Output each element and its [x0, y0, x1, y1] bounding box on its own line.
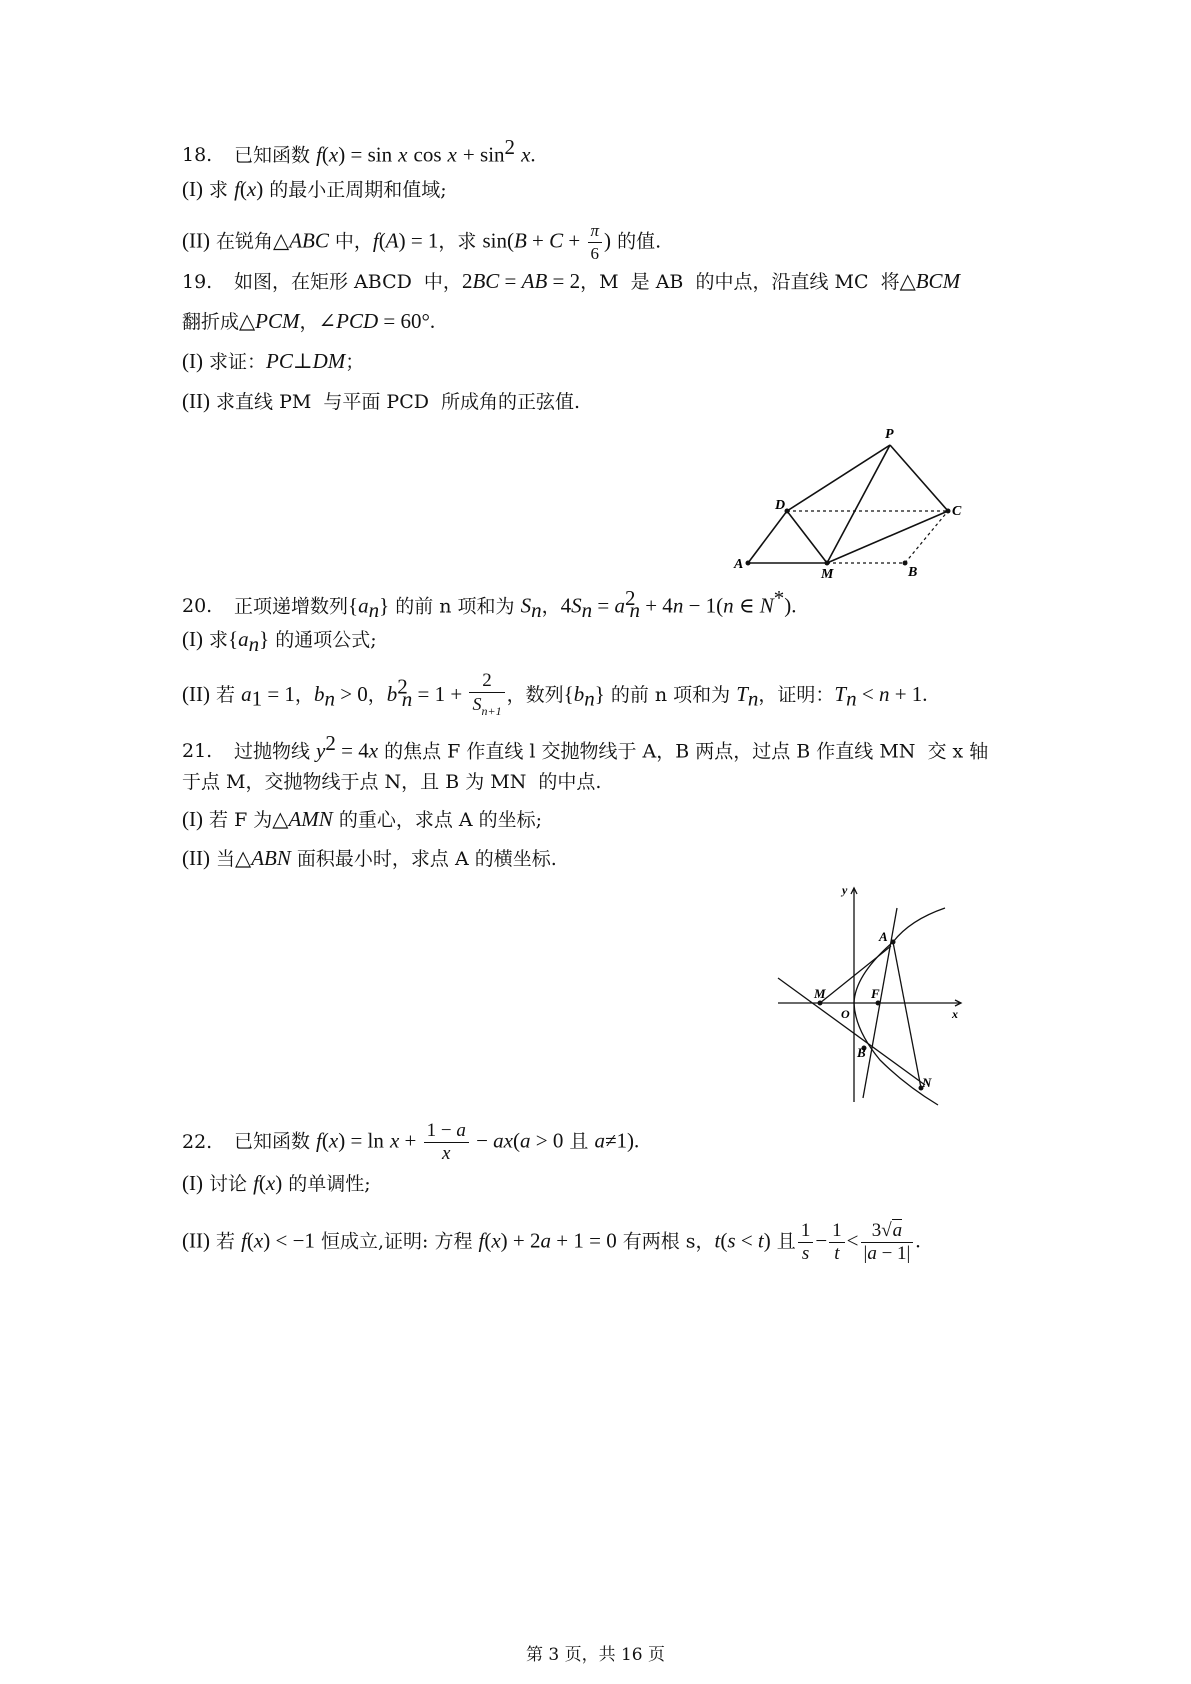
q20-part2: (II) 若 $a_1 = 1$，$b_n > 0$，$b^2_n = 1$ + $\frac{2}{S_{n+1}}$ ，数列$\{b_n\}$ 的前 n 项和为 $T_n$，证明：$T_n < n + 1$.	[182, 670, 928, 718]
q19-label-b: B	[908, 565, 918, 580]
q20-part1: (I) 求$\{a_n\}$ 的通项公式;	[182, 627, 377, 656]
q22-part2: (II) 若 f(x) < −1 恒成立,证明: 方程 f(x) + 2a + 1 = 0 有两根 s，t(s < t) 且 $\frac{1}{s}$ − $\frac{1}{t}$ < $\frac{3√a}{|a - 1|}$ .	[182, 1220, 921, 1264]
q21-label-m: M	[814, 986, 826, 1001]
q19-figure	[730, 425, 980, 580]
q21-label-b: B	[857, 1045, 866, 1060]
q19-label-d: D	[775, 498, 786, 513]
q19-label-a: A	[734, 557, 744, 572]
q22-number: 22.	[182, 1130, 213, 1153]
q19-stem-line1: 19. 如图，在矩形 ABCD 中，2BC = AB = 2，M 是 AB 的中点，沿直线 MC 将△BCM	[182, 269, 961, 293]
q19-part2: (II) 求直线 PM 与平面 PCD 所成角的正弦值.	[182, 389, 581, 413]
q19-number: 19.	[182, 271, 213, 293]
q20-stem: 20. 正项递增数列$\{a_n\}$ 的前 n 项和为 $S_n$，$4S_n = a^2_n + 4n - 1(n$ ∈ N*).	[182, 586, 797, 623]
q19-part1: (I) 求证：PC⊥DM；	[182, 349, 365, 373]
q21-part2: (II) 当△ABN 面积最小时，求点 A 的横坐标.	[182, 846, 557, 870]
q21-part1: (I) 若 F 为△AMN 的重心，求点 A 的坐标;	[182, 807, 543, 831]
q18-number: 18.	[182, 144, 213, 167]
q19-stem-line2: 翻折成△PCM，∠PCD = 60°.	[182, 309, 436, 333]
q22-stem: 22. 已知函数 f(x) = ln x + $\frac{1 - a}{x}$ − ax(a > 0 且 a≠1).	[182, 1120, 640, 1164]
q21-number: 21.	[182, 740, 213, 763]
q18-stem: 18. 已知函数 f(x) = sin x $\cos x + \sin^2 x$.	[182, 135, 536, 167]
q21-stem-line1: 21. 过抛物线 $y^2 = 4x$ 的焦点 F 作直线 l 交抛物线于 A，B 两点，过点 B 作直线 MN 交 x 轴	[182, 731, 989, 763]
q21-label-o: O	[841, 1007, 850, 1021]
q21-label-y: y	[842, 883, 848, 897]
q21-figure	[775, 880, 970, 1110]
q21-stem-line2: 于点 M，交抛物线于点 N，且 B 为 MN 的中点.	[182, 771, 602, 793]
q19-label-p: P	[885, 427, 894, 442]
q20-number: 20.	[182, 595, 213, 618]
q18-part1: (I) 求 f(x) 的最小正周期和值域;	[182, 177, 447, 201]
q19-label-c: C	[952, 504, 962, 519]
q21-label-a: A	[879, 929, 888, 944]
q22-part1: (I) 讨论 f(x) 的单调性;	[182, 1171, 371, 1195]
page-footer: 第 3 页，共 16 页	[525, 1645, 666, 1665]
q21-label-n: N	[922, 1075, 932, 1090]
q19-label-m: M	[821, 567, 834, 580]
q18-part2: (II) 在锐角△ABC 中，f(A) = 1，求 sin(B + C + $\frac{\pi}{6}$ ) 的值.	[182, 221, 662, 263]
q21-label-x: x	[952, 1007, 958, 1021]
q21-label-f: F	[871, 986, 880, 1001]
